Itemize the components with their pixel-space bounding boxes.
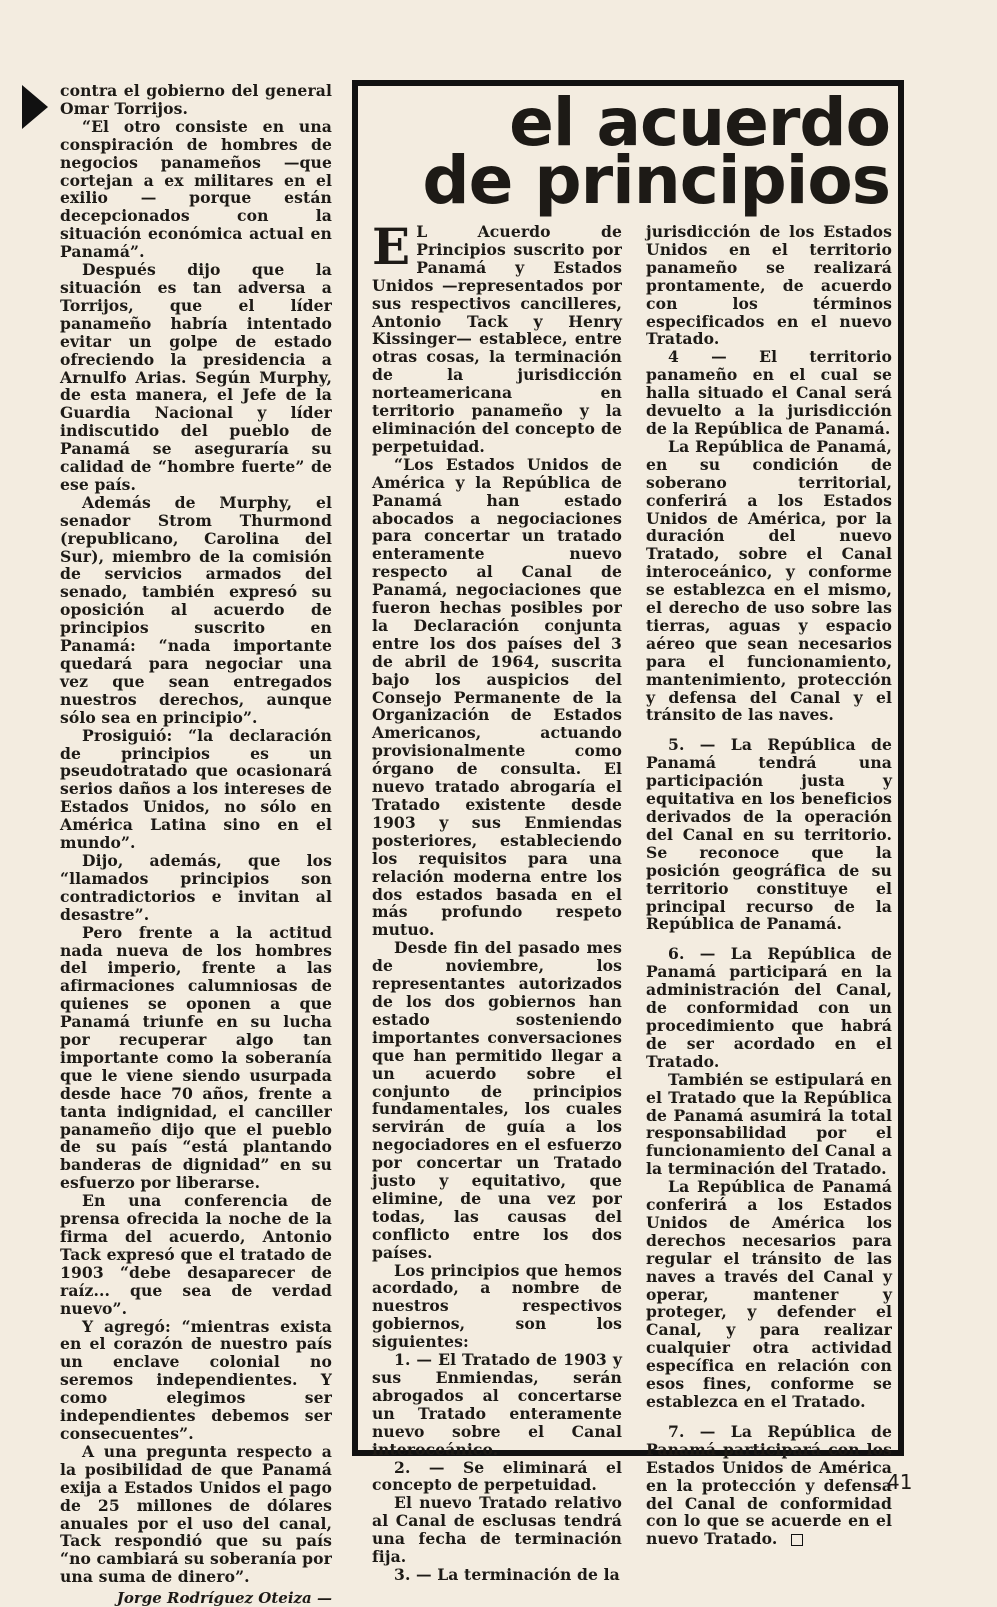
paragraph	[646, 1423, 892, 1548]
paragraph: Desde fin del pasado mes de noviembre, los representantes autorizados de los dos gobiernos han estado sosteniendo importantes conversaciones que han permitido llegar a un acuerdo sobre el conjunto de principios fundamentales, los cuales servirán de guía a los negociadores en el esfuerzo por concertar un Tratado justo y equitativo, que elimine, de una vez por todas, las causas del conflicto entre los dos países.	[372, 938, 622, 1262]
lead-text: L Acuerdo de Principios suscrito por Panamá y Estados Unidos —representados por sus respectivos cancilleres, Antonio Tack y Henry Kissinger— establece, entre otras cosas, la terminación de la jurisdicción norteamericana en territorio panameño y la eliminación del concepto de perpetuidad.	[372, 222, 622, 456]
paragraph: Y agregó: “mientras exista en el corazón de nuestro país un enclave colonial no seremos independientes. Y como elegimos ser independientes debemos ser consecuentes”.	[60, 1316, 332, 1443]
article-headline	[422, 84, 890, 219]
left-column	[60, 82, 332, 1607]
end-of-article-icon	[791, 1534, 803, 1546]
paragraph: 4 — El territorio panameño en el cual se halla situado el Canal será devuelto a la jurisdicción de la República de Panamá.	[646, 347, 892, 438]
right-column	[646, 223, 892, 1548]
paragraph: 3. — La terminación de la	[394, 1564, 620, 1584]
paragraph-text: 7. — La República de Panamá participará con los Estados Unidos de América en la protección y defensa del Canal de conformidad con lo que se acuerde en el nuevo Tratado.	[646, 1421, 892, 1549]
paragraph: “Los Estados Unidos de América y la República de Panamá han estado abocados a negociaciones para concertar un tratado enteramente nuevo respecto al Canal de Panamá, negociaciones que fueron hechas posibles por la Declaración conjunta entre los dos países del 3 de abril de 1964, suscrita bajo los auspicios del Consejo Permanente de la Organización de Estados Americanos, actuando provisionalmente como órgano de consulta. El nuevo tratado abrogaría el Tratado existente desde 1903 y sus Enmiendas posteriores, estableciendo los requisitos para una relación moderna entre los dos estados basada en el más profundo respeto mutuo.	[372, 454, 622, 940]
drop-cap: E	[372, 217, 411, 276]
paragraph: Dijo, además, que los “llamados principios son contradictorios e invitan al desastre”.	[60, 850, 332, 924]
paragraph: 1. — El Tratado de 1903 y sus Enmiendas, serán abrogados al concertarse un Tratado enteramente nuevo sobre el Canal interoceánico.	[372, 1350, 622, 1459]
paragraph: contra el gobierno del general Omar Torrijos.	[60, 81, 332, 118]
paragraph: También se estipulará en el Tratado que la República de Panamá asumirá la total responsabilidad por el funcionamiento del Canal a la terminación del Tratado.	[646, 1069, 892, 1179]
paragraph: Después dijo que la situación es tan adversa a Torrijos, que el líder panameño habría intentado evitar un golpe de estado ofreciendo la presidencia a Arnulfo Arias. Según Murphy, de esta manera, el Jefe de la Guardia Nacional y líder indiscutido del pueblo de Panamá se aseguraría su calidad de “hombre fuerte” de ese país.	[60, 260, 332, 494]
paragraph: “El otro consiste en una conspiración de hombres de negocios panameños —que cortejan a ex militares en el exilio — porque están decepcionados con la situación económica actual en Panamá”.	[60, 116, 332, 262]
paragraph: 2. — Se eliminará el concepto de perpetuidad.	[372, 1457, 622, 1495]
headline-line-2: de principios	[422, 142, 890, 219]
paragraph: Pero frente a la actitud nada nueva de los hombres del imperio, frente a las afirmaciones calumniosas de quienes se oponen a que Panamá triunfe en su lucha por recuperar algo tan importante como la soberanía que le viene siendo usurpada desde hace 70 años, frente a tanta indignidad, el canciller panameño dijo que el pueblo de su país “está plantando banderas de dignidad” en su esfuerzo por liberarse.	[60, 922, 332, 1193]
paragraph: jurisdicción de los Estados Unidos en el territorio panameño se realizará prontamente, de acuerdo con los términos especificados en el nuevo Tratado.	[646, 222, 892, 349]
paragraph: 5. — La República de Panamá tendrá una participación justa y equitativa en los beneficios derivados de la operación del Canal en su territorio. Se reconoce que la posición geográfica de su territorio constituye el principal recurso de la República de Panamá.	[646, 735, 892, 934]
headline-line-1: el acuerdo	[509, 84, 890, 161]
continuation-arrow-icon	[22, 85, 48, 129]
lead-paragraph	[372, 217, 622, 456]
paragraph: Prosiguió: “la declaración de principios es un pseudotratado que ocasionará serios daños a los intereses de Estados Unidos, no sólo en América Latina sino en el mundo”.	[60, 725, 332, 853]
paragraph: 6. — La República de Panamá participará en la administración del Canal, de conformidad con un procedimiento que habrá de ser acordado en el Tratado.	[646, 944, 892, 1071]
paragraph: En una conferencia de prensa ofrecida la noche de la firma del acuerdo, Antonio Tack expresó que el tratado de 1903 “debe desaparecer de raíz... que sea de verdad nuevo”.	[60, 1191, 332, 1318]
paragraph: Los principios que hemos acordado, a nombre de nuestros respectivos gobiernos, son los siguientes:	[372, 1260, 622, 1352]
paragraph: El nuevo Tratado relativo al Canal de esclusas tendrá una fecha de terminación fija.	[372, 1493, 622, 1567]
paragraph: La República de Panamá conferirá a los Estados Unidos de América los derechos necesarios para regular el tránsito de las naves a través del Canal y operar, mantener y proteger, y defender el Canal, y para realizar cualquier otra actividad específica en relación con esos fines, conforme se establezca en el Tratado.	[646, 1177, 892, 1411]
paragraph: A una pregunta respecto a la posibilidad de que Panamá exija a Estados Unidos el pago de 25 millones de dólares anuales por el uso del canal, Tack respondió que su país “no cambiará su soberanía por una suma de dinero”.	[60, 1441, 332, 1587]
paragraph: Además de Murphy, el senador Strom Thurmond (republicano, Carolina del Sur), miembro de la comisión de servicios armados del senado, también expresó su oposición al acuerdo de principios suscrito en Panamá: “nada importante quedará para negociar una vez que sean entregados nuestros derechos, aunque sólo sea en principio”.	[60, 492, 332, 727]
paragraph: La República de Panamá, en su condición de soberano territorial, conferirá a los Estados Unidos de América, por la duración del nuevo Tratado, sobre el Canal interoceánico, y conforme se establezca en el mismo, el derecho de uso sobre las tierras, aguas y espacio aéreo que sean necesarios para el funcionamiento, mantenimiento, protección y defensa del Canal y el tránsito de las naves.	[646, 436, 892, 725]
author-signature: Jorge Rodríguez Oteiza —	[116, 1589, 332, 1607]
page-number: 41	[887, 1470, 913, 1494]
middle-column	[372, 217, 622, 1584]
